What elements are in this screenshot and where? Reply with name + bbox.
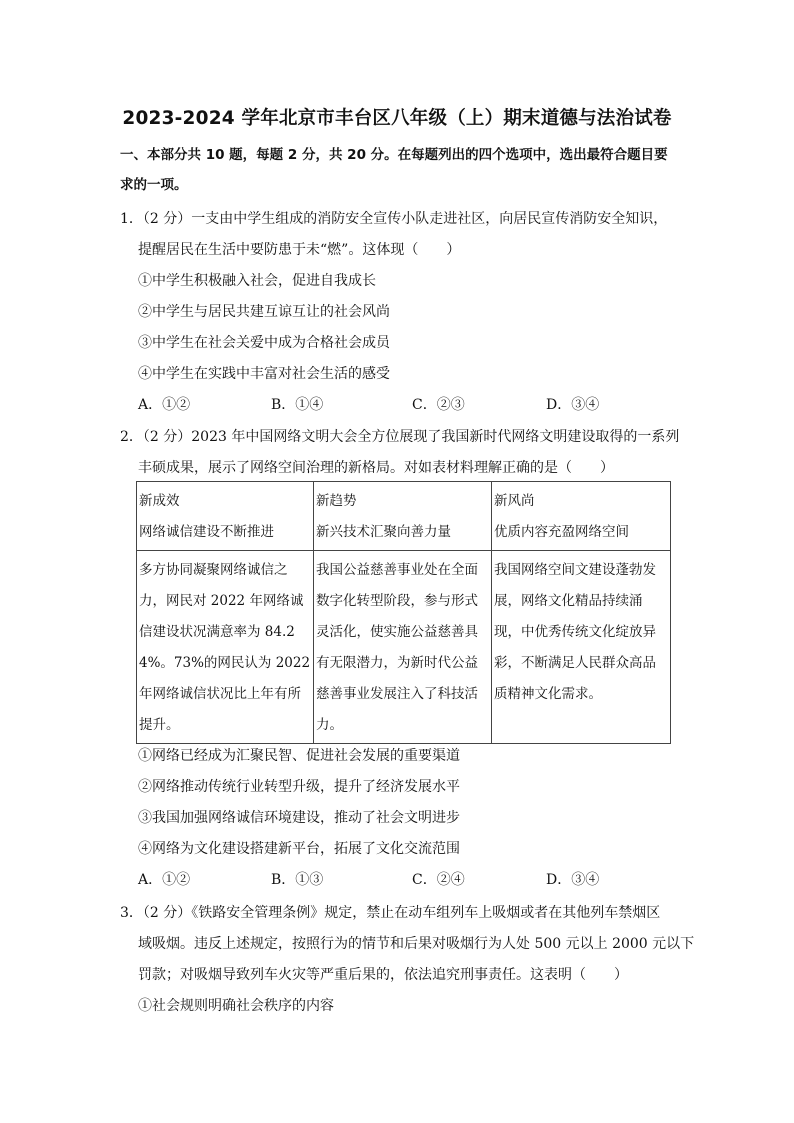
- q2-stem-line1: 2．（2 分）2023 年中国网络文明大会全方位展现了我国新时代网络文明建设取得的一系列: [120, 429, 680, 445]
- q1-statement-3: ③中学生在社会关爱中成为合格社会成员: [138, 335, 390, 351]
- material-table: [136, 481, 671, 744]
- header-label: 新风尚: [494, 493, 535, 509]
- q1-option-b: B．①④: [271, 397, 324, 413]
- header-label: 新趋势: [316, 493, 357, 509]
- table-header-cell: [137, 482, 314, 551]
- q1-option-a: A．①②: [138, 397, 191, 413]
- q3-stem-line1: 3．（2 分）《铁路安全管理条例》规定，禁止在动车组列车上吸烟或者在其他列车禁烟区: [120, 905, 661, 921]
- q1-option-c: C．②③: [412, 397, 465, 413]
- q1-statement-1: ①中学生积极融入社会，促进自我成长: [138, 273, 376, 289]
- q2-option-a: A．①②: [138, 872, 191, 888]
- q1-statement-2: ②中学生与居民共建互谅互让的社会风尚: [138, 304, 390, 320]
- table-header-cell: [492, 482, 671, 551]
- header-sub: 优质内容充盈网络空间: [494, 524, 629, 540]
- q2-statement-1: ①网络已经成为汇聚民智、促进社会发展的重要渠道: [138, 748, 460, 764]
- q2-stem-line2: 丰硕成果，展示了网络空间治理的新格局。对如表材料理解正确的是（ ）: [138, 460, 614, 476]
- q2-statement-4: ④网络为文化建设搭建新平台，拓展了文化交流范围: [138, 841, 460, 857]
- q1-stem-line1: 1．（2 分）一支由中学生组成的消防安全宣传小队走进社区，向居民宣传消防安全知识，: [120, 211, 668, 227]
- q3-stem-line3: 罚款；对吸烟导致列车火灾等严重后果的，依法追究刑事责任。这表明（ ）: [138, 967, 628, 983]
- table-row: [137, 551, 671, 744]
- q2-option-c: C．②④: [412, 872, 465, 888]
- q3-stem-line2: 域吸烟。违反上述规定，按照行为的情节和后果对吸烟行为人处 500 元以上 2000 元以下: [138, 936, 695, 952]
- table-header-row: [137, 482, 671, 551]
- exam-title: 2023-2024 学年北京市丰台区八年级（上）期末道德与法治试卷: [122, 108, 672, 129]
- q3-statement-1: ①社会规则明确社会秩序的内容: [138, 998, 334, 1014]
- q2-statement-2: ②网络推动传统行业转型升级，提升了经济发展水平: [138, 779, 460, 795]
- table-cell: 我国公益慈善事业处在全面数字化转型阶段，参与形式灵活化，使实施公益慈善具有无限潜力，为新时代公益慈善事业发展注入了科技活力。: [314, 551, 492, 744]
- q2-statement-3: ③我国加强网络诚信环境建设，推动了社会文明进步: [138, 810, 460, 826]
- header-label: 新成效: [139, 493, 180, 509]
- header-sub: 新兴技术汇聚向善力量: [316, 524, 451, 540]
- q1-stem-line2: 提醒居民在生活中要防患于未“燃”。这体现（ ）: [138, 242, 461, 258]
- q1-statement-4: ④中学生在实践中丰富对社会生活的感受: [138, 366, 390, 382]
- table-cell: 我国网络空间文建设蓬勃发展，网络文化精品持续涌现，中优秀传统文化绽放异彩，不断满足人民群众高品质精神文化需求。: [492, 551, 671, 744]
- q1-option-d: D．③④: [546, 397, 600, 413]
- header-sub: 网络诚信建设不断推进: [139, 524, 274, 540]
- table-header-cell: [314, 482, 492, 551]
- q2-option-b: B．①③: [271, 872, 324, 888]
- table-cell: 多方协同凝聚网络诚信之力，网民对 2022 年网络诚信建设状况满意率为 84.24%。73%的网民认为 2022 年网络诚信状况比上年有所提升。: [137, 551, 314, 744]
- q2-option-d: D．③④: [546, 872, 600, 888]
- section-instructions: 一、本部分共 10 题，每题 2 分，共 20 分。在每题列出的四个选项中，选出最符合题目要求的一项。: [120, 147, 668, 193]
